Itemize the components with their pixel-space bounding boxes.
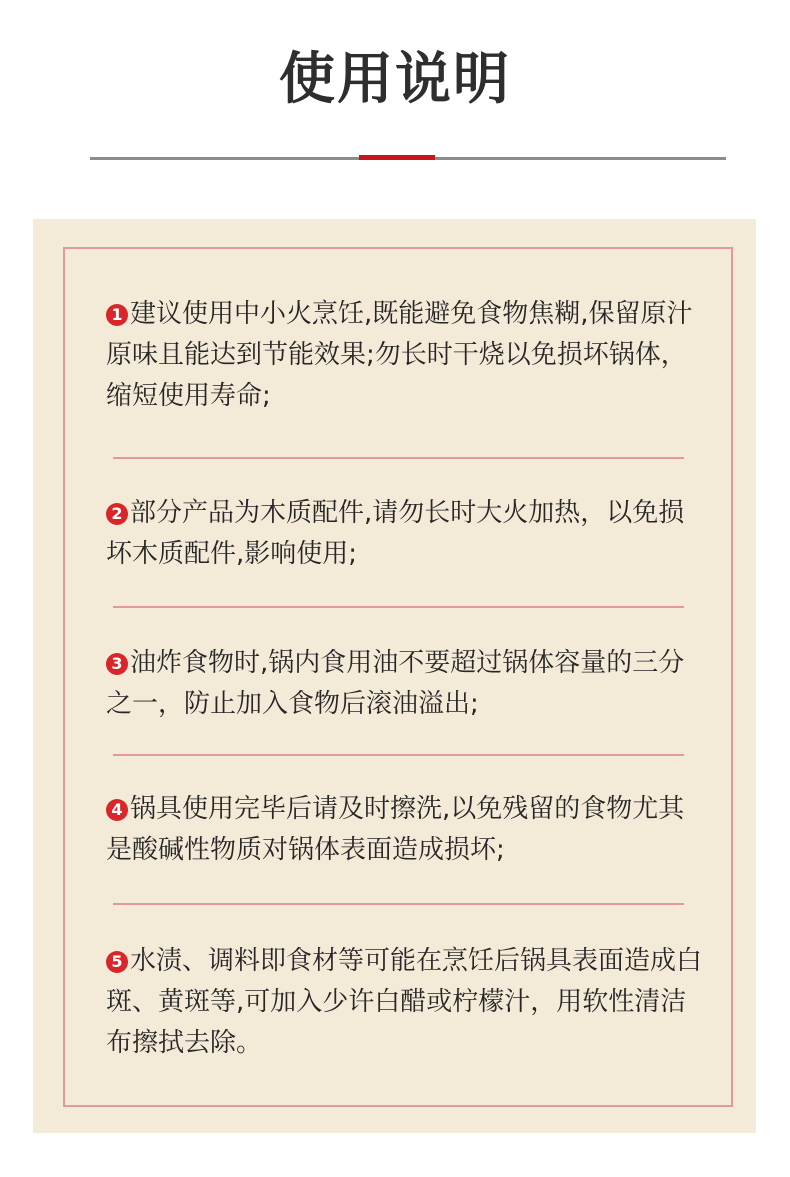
divider bbox=[113, 754, 684, 756]
instruction-item-3 bbox=[106, 643, 706, 725]
title-accent-bar bbox=[359, 155, 435, 160]
instruction-text: 建议使用中小火烹饪,既能避免食物焦糊,保留原汁原味且能达到节能效果;勿长时干烧以免损坏锅体，缩短使用寿命; bbox=[106, 299, 693, 411]
number-badge-icon: 5 bbox=[106, 951, 128, 973]
number-badge-icon: 4 bbox=[106, 799, 128, 821]
instruction-item-5 bbox=[106, 941, 706, 1064]
instruction-item-2 bbox=[106, 493, 706, 575]
instruction-text: 水渍、调料即食材等可能在烹饪后锅具表面造成白斑、黄斑等,可加入少许白醋或柠檬汁，用软性清洁布擦拭去除。 bbox=[106, 946, 703, 1058]
number-badge-icon: 1 bbox=[106, 304, 128, 326]
instruction-text: 锅具使用完毕后请及时擦洗,以免残留的食物尤其是酸碱性物质对锅体表面造成损坏; bbox=[106, 794, 685, 865]
number-badge-icon: 3 bbox=[106, 653, 128, 675]
instruction-text: 油炸食物时,锅内食用油不要超过锅体容量的三分之一，防止加入食物后滚油溢出; bbox=[106, 648, 685, 719]
instruction-item-4 bbox=[106, 789, 706, 871]
instruction-item-1 bbox=[106, 294, 706, 417]
page-title: 使用说明 bbox=[279, 47, 511, 112]
instruction-text: 部分产品为木质配件,请勿长时大火加热，以免损坏木质配件,影响使用; bbox=[106, 498, 685, 569]
divider bbox=[113, 606, 684, 608]
divider bbox=[113, 903, 684, 905]
divider bbox=[113, 457, 684, 459]
number-badge-icon: 2 bbox=[106, 503, 128, 525]
